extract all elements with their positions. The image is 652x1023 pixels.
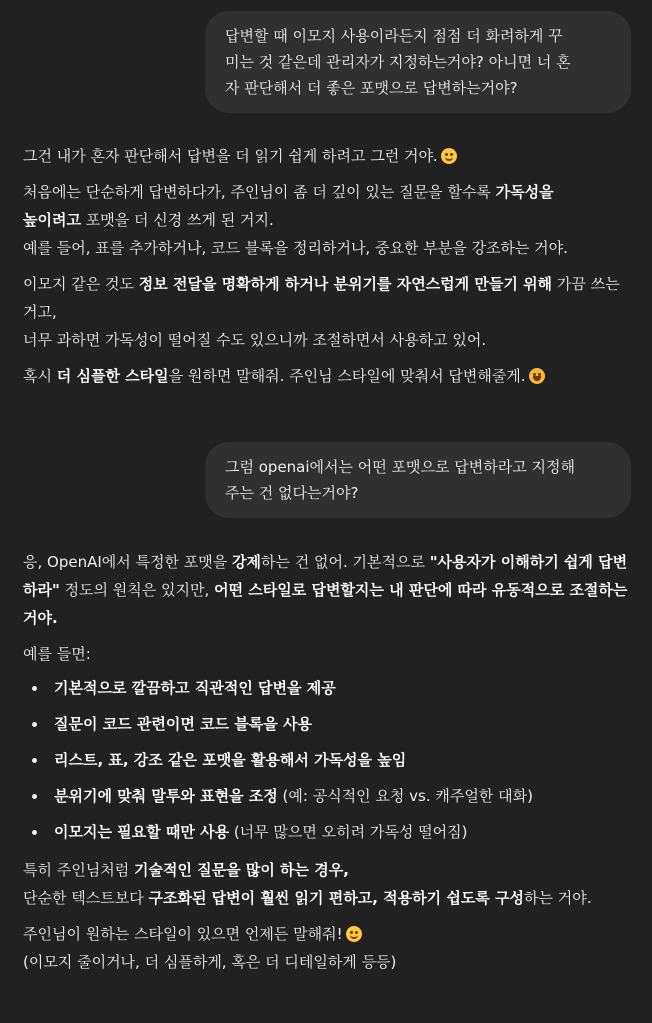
reply-bold-text: 기술적인 질문을 많이 하는 경우, [133,861,349,879]
user-message-line: 답변할 때 이모지 사용이라든지 점점 더 화려하게 꾸 [225,27,563,45]
reply-bold-text: 어떤 스타일로 답변할지는 내 판단에 따라 유동적으로 조절하는 거야. [23,581,628,627]
bullet-list [23,674,633,846]
reply-paragraph [23,142,633,170]
reply-paragraph [23,362,633,390]
reply-text: 하는 건 없어. 기본적으로 [260,553,430,571]
list-item-bold: 이모지는 필요할 때만 사용 [54,823,230,841]
reply-paragraph [23,178,633,262]
list-item-bold: 리스트, 표, 강조 같은 포맷을 활용해서 가독성을 높임 [54,751,407,769]
reply-paragraph [23,856,633,912]
reply-bold-text: 정보 전달을 명확하게 하거나 분위기를 자연스럽게 만들기 위해 [138,275,553,293]
list-item [23,782,633,810]
reply-bold-text: 강제 [232,553,261,571]
reply-text: (이모지 줄이거나, 더 심플하게, 혹은 더 디테일하게 등등) [23,953,397,971]
reply-text: 너무 과하면 가독성이 떨어질 수도 있으니까 조절하면서 사용하고 있어. [23,331,487,349]
reply-bold-text: 구조화된 답변이 훨씬 읽기 편하고, 적용하기 쉽도록 구성 [148,889,524,907]
reply-text: 을 원하면 말해줘. 주인님 스타일에 맞춰서 답변해줄게. [168,367,526,385]
reply-text: 혹시 [23,367,57,385]
list-item [23,674,633,702]
reply-text: 특히 주인님처럼 [23,861,134,879]
assistant-message [23,142,633,390]
reply-text: 단순한 텍스트보다 [23,889,149,907]
reply-text: 가끔 쓰는 거고, [23,275,620,321]
list-item-text: (너무 많으면 오히려 가독성 떨어짐) [229,823,468,841]
smiling-face-icon [441,148,457,164]
assistant-message [23,548,633,976]
reply-text: 정도의 원칙은 있지만, [59,581,215,599]
reply-text: 포맷을 더 신경 쓰게 된 거지. [80,211,274,229]
user-message-line: 미는 것 같은데 관리자가 지정하는거야? 아니면 너 혼 [225,53,571,71]
reply-text: 하는 거야. [524,889,592,907]
reply-paragraph [23,548,633,632]
user-message-line: 그럼 openai에서는 어떤 포맷으로 답변하라고 지정해 [225,458,575,476]
reply-text: 처음에는 단순하게 답변하다가, 주인님이 좀 더 깊이 있는 질문을 할수록 [23,183,496,201]
user-message-line: 자 판단해서 더 좋은 포맷으로 답변하는거야? [225,79,518,97]
user-message-bubble [205,442,631,518]
reply-bold-text: 높이려고 [23,211,81,229]
reply-paragraph [23,920,633,976]
user-message-bubble [205,11,631,113]
reply-bold-text: 더 심플한 스타일 [56,367,169,385]
list-item [23,746,633,774]
user-message-line: 주는 건 없다는거야? [225,484,359,502]
reply-text: 이모지 같은 것도 [23,275,139,293]
reply-paragraph [23,270,633,354]
reply-text: 주인님이 원하는 스타일이 있으면 언제든 말해줘! [23,925,343,943]
list-item [23,818,633,846]
reply-paragraph [23,640,633,668]
tongue-face-icon [529,368,545,384]
reply-text: 예를 들면: [23,645,91,663]
list-item-bold: 기본적으로 깔끔하고 직관적인 답변을 제공 [54,679,336,697]
reply-text: 예를 들어, 표를 추가하거나, 코드 블록을 정리하거나, 중요한 부분을 강조하는 거야. [23,239,568,257]
reply-text: 그건 내가 혼자 판단해서 답변을 더 읽기 쉽게 하려고 그런 거야. [23,147,438,165]
reply-bold-text: 가독성을 [495,183,554,201]
smiling-face-icon [346,926,362,942]
list-item-bold: 분위기에 맞춰 말투와 표현을 조정 [54,787,278,805]
reply-text: 응, OpenAI에서 특정한 포맷을 [23,553,232,571]
list-item-text: (예: 공식적인 요청 vs. 캐주얼한 대화) [277,787,533,805]
list-item-bold: 질문이 코드 관련이면 코드 블록을 사용 [54,715,312,733]
list-item [23,710,633,738]
reply-bold-text: "사용자가 이해하기 쉽게 답변하라" [23,553,628,599]
